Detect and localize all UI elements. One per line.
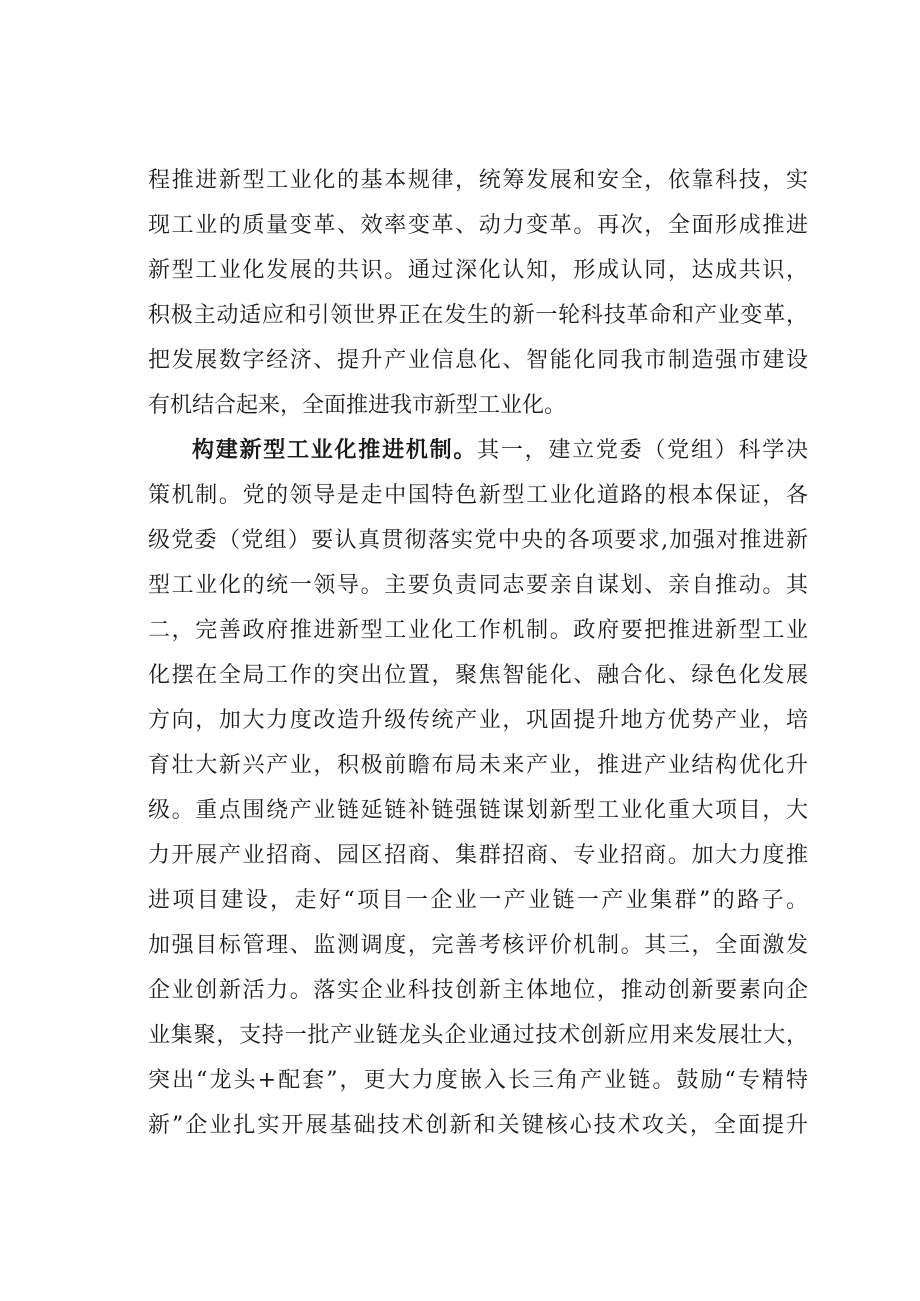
paragraph-line: 企业创新活力。落实企业科技创新主体地位，推动创新要素向企 (148, 978, 808, 1003)
paragraph-line: 化摆在全局工作的突出位置，聚焦智能化、融合化、绿色化发展 (148, 663, 808, 688)
paragraph-line: 型工业化的统一领导。主要负责同志要亲自谋划、亲自推动。其 (148, 573, 808, 598)
paragraph-line: 新”企业扎实开展基础技术创新和关键核心技术攻关，全面提升 (148, 1113, 808, 1138)
paragraph-line: 级。重点围绕产业链延链补链强链谋划新型工业化重大项目，大 (148, 798, 808, 823)
paragraph-first-line (148, 428, 808, 473)
paragraph-line: 突出“龙头+配套”，更大力度嵌入长三角产业链。鼓励“专精特 (148, 1068, 808, 1093)
paragraph-line: 新型工业化发展的共识。通过深化认知，形成认同，达成共识， (148, 258, 808, 283)
paragraph-line: 育壮大新兴产业，积极前瞻布局未来产业，推进产业结构优化升 (148, 753, 808, 778)
paragraph-line: 现工业的质量变革、效率变革、动力变革。再次，全面形成推进 (148, 213, 808, 238)
paragraph-line: 加强目标管理、监测调度，完善考核评价机制。其三，全面激发 (148, 933, 808, 958)
paragraph-line: 方向，加大力度改造升级传统产业，巩固提升地方优势产业，培 (148, 708, 808, 733)
paragraph-2 (148, 428, 808, 1148)
section-heading: 构建新型工业化推进机制。 (192, 437, 478, 463)
paragraph-line: 业集聚，支持一批产业链龙头企业通过技术创新应用来发展壮大， (148, 1023, 808, 1048)
paragraph-1 (148, 158, 808, 428)
paragraph-line: 二，完善政府推进新型工业化工作机制。政府要把推进新型工业 (148, 618, 808, 643)
paragraph-line: 进项目建设，走好“项目一企业一产业链一产业集群”的路子。 (148, 888, 808, 913)
paragraph-line: 有机结合起来，全面推进我市新型工业化。 (148, 393, 567, 418)
paragraph-line: 力开展产业招商、园区招商、集群招商、专业招商。加大力度推 (148, 843, 808, 868)
heading-line-rest: 其一，建立党委（党组）科学决 (477, 438, 808, 463)
paragraph-line: 程推进新型工业化的基本规律，统筹发展和安全，依靠科技，实 (148, 168, 808, 193)
paragraph-line: 级党委（党组）要认真贯彻落实党中央的各项要求,加强对推进新 (148, 528, 808, 553)
paragraph-line: 积极主动适应和引领世界正在发生的新一轮科技革命和产业变革， (148, 303, 808, 328)
paragraph-line: 把发展数字经济、提升产业信息化、智能化同我市制造强市建设 (148, 348, 808, 373)
paragraph-line: 策机制。党的领导是走中国特色新型工业化道路的根本保证，各 (148, 483, 808, 508)
